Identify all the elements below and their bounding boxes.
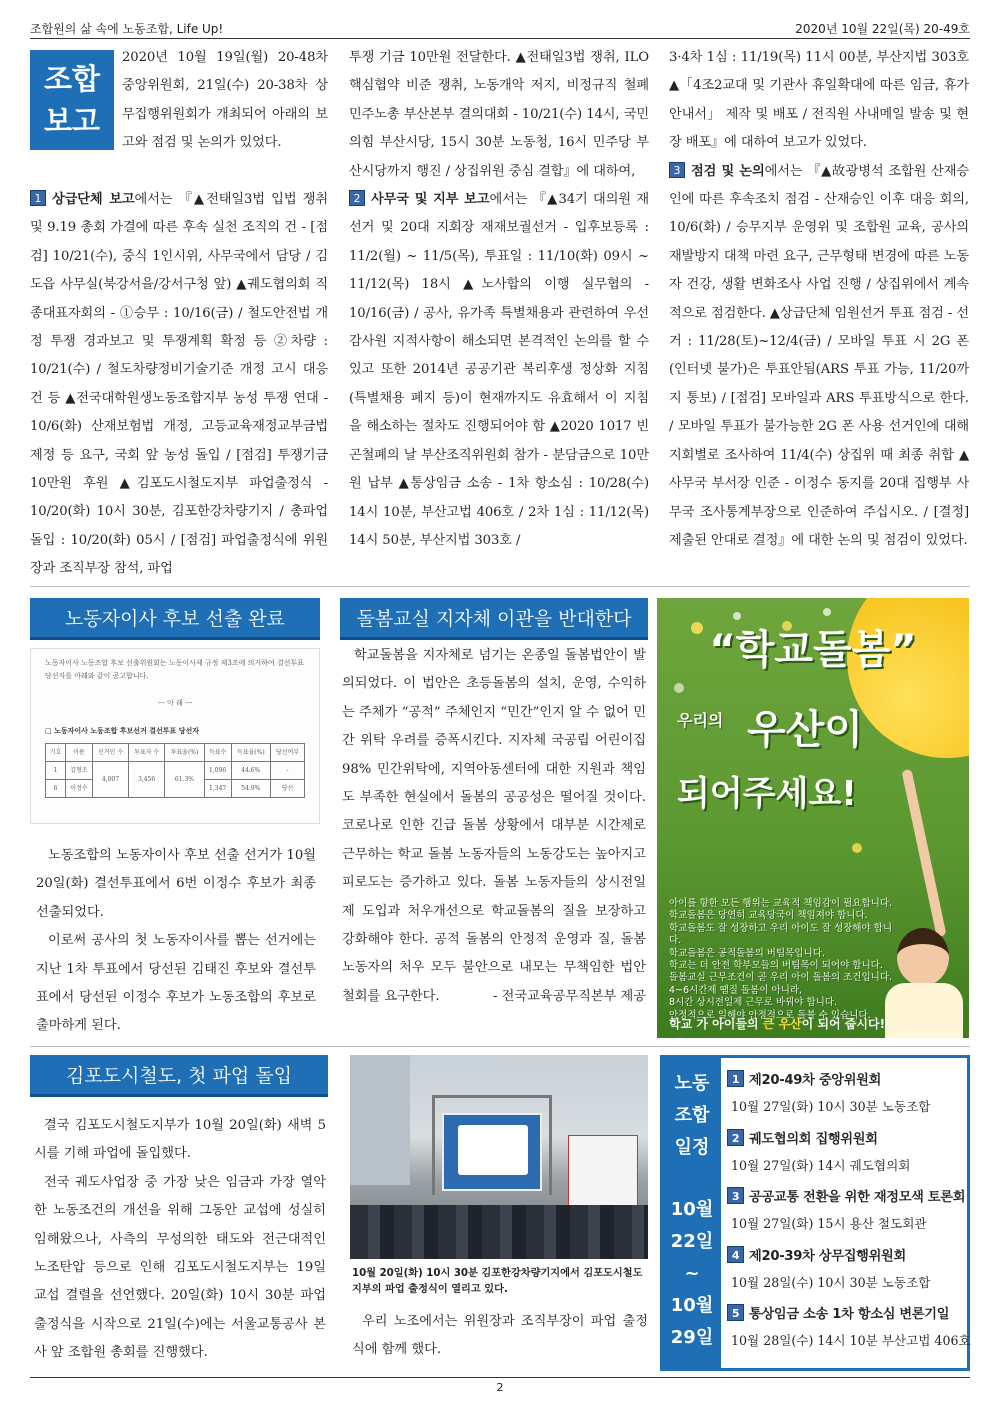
item-detail: 10월 28일(수) 10시 30분 노동조합 (731, 1274, 931, 1290)
section2-title: 사무국 및 지부 보고 (371, 192, 490, 208)
gimpo-p1: 결국 김포도시철도지부가 10월 20일(화) 새벽 5시를 기해 파업에 돌입했다. (34, 1118, 326, 1162)
care-poster (657, 598, 969, 1038)
director-p1: 노동조합의 노동자이사 후보 선출 선거가 10월 20일(화) 결선투표에서 6번 이정수 후보가 최종 선출되었다. (36, 848, 316, 920)
care-article (342, 642, 646, 1011)
side-title-line: 조합 (674, 1105, 710, 1126)
director-banner: 노동자이사 후보 선출 완료 (30, 598, 320, 640)
item-detail: 10월 27일(화) 14시 궤도협의회 (731, 1157, 911, 1173)
table-cell: 김형조 (65, 762, 92, 780)
item-title: 제20-49차 중앙위원회 (749, 1073, 882, 1088)
item-number: 5 (727, 1304, 744, 1321)
strike-photo (350, 1055, 648, 1259)
date-range-line: 10월 (670, 1295, 714, 1316)
poster-line-c: 되어주세요! (677, 774, 857, 814)
report-section2 (349, 186, 649, 555)
item-detail: 10월 27일(화) 10시 30분 노동조합 (731, 1099, 931, 1114)
table-header: 투표자 수 (129, 744, 165, 762)
director-p2: 이로써 공사의 첫 노동자이사를 뽑는 선거에는 지난 1차 투표에서 당선된 김태진 후보와 결선투표에서 당선된 이정수 후보가 노동조합의 후보로 출마하게 된다. (36, 933, 316, 1034)
poster-line: 4~6시간제 땜질 돌봄이 아니라, (669, 984, 803, 996)
item-number: 4 (727, 1246, 744, 1263)
section1-text: 에서는 『▲전태일3법 입법 쟁취 및 9.19 총회 가결에 따른 후속 실천 조직의 건 - [점검] 10/21(수), 중식 1인시위, 사무국에서 담당 / 김도읍 사무실(북강서을/강서구청 앞) ▲궤도협의회 직종대표자회의 - ①승무 : 10/16(금) / 철도안전법 개정 투쟁 경과보고 및 투쟁계획 확정 등 ②차량 : 10/21(수) / 철도차량정비기술기준 개정 고시 대응 건 등 ▲전국대학원생노동조합지부 농성 투쟁 연대 - 10/6(화) 산재보험법 개정, 고등교육재정교부금법 제정 등 요구, 국회 앞 농성 돌입 / [점검] 투쟁기금 10만원 후원 ▲김포도시철도지부 파업출정식 - 10/20(화) 10시 30분, 김포한강차량기지 / 총파업 돌입 : 10/20(화) 05시 / [점검] 파업출정식에 위원장과 조직부장 참석, 파업 (30, 192, 328, 577)
table-header: 득표율(%) (231, 744, 270, 762)
date-range-line: 29일 (670, 1327, 714, 1348)
table-cell: 61.3% (165, 762, 204, 798)
table-cell: 4,007 (92, 762, 128, 798)
care-text: 학교돌봄을 지자체로 넘기는 온종일 돌봄법안이 발의되었다. 이 법안은 초등돌봄의 설치, 운영, 수익하는 주체가 “공적” 주체인지 “민간”인지 알 수 없어 민간 위탁 우려를 증폭시킨다. 지자체 국공립 어린이집 98% 민간위탁에, 지역아동센터에 대한 지원과 책임도 부족한 현실에서 돌봄의 공공성은 떨어질 것이다. 코로나로 인한 긴급 돌봄 상황에서 대부분 시간제로 근무하는 학교 돌봄 노동자들의 노동강도는 높아지고 피로도는 증가하고 있다. 돌봄 노동자들의 상시전일제 도입과 처우개선으로 학교돌봄의 질을 보장하고 강화해야 한다. 공적 돌봄의 안정적 운영과 질, 돌봄 노동자의 처우 모두 불안으로 내모는 무책임한 법안 철회를 요구한다. (342, 648, 646, 1004)
item-number: 3 (727, 1187, 744, 1204)
table-cell: 당선 (271, 780, 305, 798)
table-header: 당선여부 (271, 744, 305, 762)
schedule-sidebar (663, 1058, 721, 1368)
poster-footer-em: 큰 우산 (762, 1017, 802, 1031)
table-cell: 44.6% (231, 762, 270, 780)
election-notice (30, 648, 320, 824)
divider-mid (30, 586, 970, 587)
list-item (727, 1068, 963, 1127)
section1-title: 상급단체 보고 (52, 192, 135, 207)
date-range-line: 22일 (670, 1231, 714, 1252)
care-source: - 전국교육공무직본부 제공 (493, 988, 646, 1004)
care-banner: 돌봄교실 지자체 이관을 반대한다 (340, 598, 648, 640)
poster-line: 학교돌봄은 공적돌봄의 버팀목입니다. (669, 947, 825, 959)
poster-footer-post: 이 되어 줍시다! (801, 1017, 886, 1031)
table-header: 선거인 수 (92, 744, 128, 762)
gimpo-p2: 전국 궤도사업장 중 가장 낮은 임금과 가장 열악한 노동조건의 개선을 위해 그동안 교섭에 성실히 임해왔으나, 사측의 무성의한 태도와 전근대적인 노조탄압 등으로 인해 김포도시철도지부는 19일 교섭 결렬을 선언했다. 20일(화) 10시 30분 파업출정식을 시작으로 21일(수)에는 서울교통공사 본사 앞 조합원 총회를 진행했다. (34, 1174, 326, 1361)
poster-line-a: 우리의 (677, 711, 724, 730)
photo-stage (442, 1113, 542, 1191)
report-section3 (669, 158, 969, 556)
list-item (727, 1302, 971, 1361)
report-col3-text: 3·4차 1심 : 11/19(목) 11시 00분, 부산지법 303호 ▲「4조2교대 및 기관사 휴일확대에 따른 임금, 휴가 안내서」 제작 및 배포 / 전직원 사내메일 발송 및 현장 배포』에 대하여 보고가 있었다. (669, 50, 969, 151)
list-item (727, 1244, 963, 1303)
schedule-list (727, 1068, 971, 1361)
table-header: 이름 (65, 744, 92, 762)
report-section1 (30, 186, 328, 584)
photo-crowd (350, 1205, 648, 1259)
side-title-line: 일정 (674, 1137, 710, 1158)
table-cell: 3,456 (129, 762, 165, 798)
notice-text: 노동자이사 노동조합 후보 선출위원회는 노동이사제 규정 제3조에 의거하여 결선투표 당선자를 아래와 같이 공고합니다. (45, 659, 304, 680)
gimpo-banner: 김포도시철도, 첫 파업 돌입 (30, 1055, 328, 1097)
report-col3 (669, 44, 969, 555)
girl-head (897, 928, 949, 986)
date-range-line: ~ (684, 1263, 700, 1284)
schedule-date-range (663, 1194, 721, 1354)
table-cell: - (271, 762, 305, 780)
masthead-slogan: 조합원의 삶 속에 노동조합, Life Up! (30, 22, 224, 36)
poster-line: 안정적으로 일해야 안정적으로 돌볼 수 있습니다. (669, 1009, 871, 1021)
poster-line: 아이를 향한 모든 행위는 교육적 책임감이 필요합니다. (669, 898, 893, 909)
schedule-side-title (663, 1068, 721, 1164)
item-detail: 10월 28일(수) 14시 10분 부산고법 406호 (731, 1333, 971, 1348)
side-title-line: 노동 (674, 1073, 710, 1094)
gimpo-article (34, 1112, 326, 1368)
report-badge-line2: 보고 (43, 104, 101, 138)
item-title: 궤도협의회 집행위원회 (749, 1131, 878, 1147)
table-header-row (46, 744, 305, 762)
director-article (36, 842, 316, 1041)
photo-sign (568, 1135, 638, 1215)
report-badge-line1: 조합 (43, 62, 101, 96)
section2-text: 에서는 『▲34기 대의원 재선거 및 20대 지회장 재재보궐선거 - 입후보등록 : 11/2(월) ~ 11/5(목), 투표일 : 11/10(화) 09시 ~ 11/12(목) 18시 ▲노사합의 이행 실무협의 - 10/16(금) / 공사, 유가족 특별채용과 관련하여 우선 감사원 지적사항이 해소되면 본격적인 논의를 할 수 있고 또한 2014년 공공기관 복리후생 정상화 지침(특별채용 폐지 등)이 현재까지도 유효해서 이 지침을 해소하는 절차도 진행되어야 함 ▲2020 1017 빈곤철폐의 날 부산조직위원회 참가 - 분담금으로 10만원 납부 ▲통상임금 소송 - 1차 항소심 : 10/28(수) 14시 10분, 부산고법 406호 / 2차 1심 : 11/12(목) 14시 50분, 부산지법 303호 / (349, 192, 649, 548)
item-title: 공공교통 전환을 위한 재정모색 토론회 (749, 1190, 966, 1205)
section3-number: 3 (669, 162, 685, 178)
result-table (45, 743, 305, 798)
section3-title: 점검 및 논의 (691, 163, 765, 179)
poster-line: 8시간 상시전일제 근무로 바꿔야 합니다. (669, 997, 837, 1009)
top-rule (30, 38, 970, 39)
notice-mid: --- 아 래 --- (157, 699, 193, 707)
table-cell: 6 (46, 780, 66, 798)
poster-line-b: 우산이 (747, 707, 863, 753)
item-title: 제20-39차 상무집행위원회 (749, 1248, 906, 1264)
item-title: 통상임금 소송 1차 항소심 변론기일 (749, 1307, 950, 1322)
poster-lines (669, 898, 899, 1022)
poster-footer-pre: 학교 가 아이들의 (669, 1017, 763, 1031)
page-number: 2 (496, 1381, 504, 1394)
poster-line: 학교는 더 안전 학부모들의 버팀목이 되어야 합니다. (669, 960, 883, 972)
table-cell: 1 (46, 762, 66, 780)
bottom-rule (30, 1377, 970, 1378)
gimpo-p3: 우리 노조에서는 위원장과 조직부장이 파업 출정식에 함께 했다. (352, 1314, 648, 1358)
table-cell: 이정수 (65, 780, 92, 798)
list-item (727, 1127, 963, 1186)
table-cell: 1,347 (204, 780, 231, 798)
photo-building (350, 1055, 410, 1185)
table-cell: 54.9% (231, 780, 270, 798)
section2-number: 2 (349, 190, 365, 206)
report-intro: 2020년 10월 19일(월) 20-48차 중앙위원회, 21일(수) 20-38차 상무집행위원회가 개최되어 아래의 보고와 점검 및 논의가 있었다. (122, 50, 328, 151)
item-detail: 10월 27일(화) 15시 용산 철도회관 (731, 1216, 927, 1231)
photo-caption: 10월 20일(화) 10시 30분 김포한강차량기지에서 김포도시철도지부의 파업 출정식이 열리고 있다. (352, 1268, 643, 1295)
table-row (46, 762, 305, 780)
poster-line: 학교돌봄도 잘 성장하고 우리 아이도 잘 성장해야 합니다. (669, 922, 893, 947)
date-range-line: 10월 (670, 1199, 714, 1220)
gimpo-p3-box (352, 1308, 648, 1365)
notice-table-title: □ 노동자이사 노동조합 후보선거 결선투표 당선자 (45, 726, 200, 735)
section3-text: 에서는 『▲故광병석 조합원 산재승인에 따른 후속조치 점검 - 산재승인 이후 대응 회의, 10/6(화) / 승무지부 운영위 및 조합원 교육, 공사의 재발방지 대책 마련 요구, 근무형태 변경에 따른 노동자 건강, 생활 변화조사 사업 진행 / 상집위에서 계속적으로 점검한다. ▲상급단체 임원선거 투표 점검 - 선거 : 11/28(토)~12/4(금) / 모바일 투표 시 2G 폰(인터넷 불가)은 투표안됨(ARS 투표 가능, 11/20까지 통보) / [점검] 모바일과 ARS 투표방식으로 한다. / 모바일 투표가 불가능한 2G 폰 사용 선거인에 대해 지회별로 조사하여 11/4(수) 상집위 때 최종 취합 ▲사무국 부서장 인준 - 이정수 동지를 20대 집행부 사무국 조사통계부장으로 인준하여 주십시오. / [결정] 제출된 안대로 결정』에 대한 논의 및 점검이 있었다. (669, 163, 969, 548)
section1-number: 1 (30, 190, 46, 206)
poster-line: 돌봄교실 근무조건이 곧 우리 아이 돌봄의 조건입니다. (669, 972, 893, 984)
issue-date: 2020년 10월 22일(목) 20-49호 (795, 22, 970, 36)
union-schedule (660, 1055, 970, 1371)
list-item (727, 1185, 966, 1244)
table-header: 득표수 (204, 744, 231, 762)
report-col2-text: 투쟁 기금 10만원 전달한다. ▲전태일3법 쟁취, ILO 핵심협약 비준 쟁취, 노동개악 저지, 비정규직 철폐 민주노총 부산본부 결의대회 - 10/21(수) 14시, 국민의힘 부산시당, 15시 30분 노동청, 16시 민주당 부산시당까지 행진 / 상집위원 중심 결합』에 대하여, (349, 50, 649, 179)
table-header: 투표율(%) (165, 744, 204, 762)
poster-line: 학교돌봄은 당연히 교육당국이 책임져야 합니다. (669, 910, 868, 922)
divider-low (30, 1046, 970, 1047)
table-cell: 1,096 (204, 762, 231, 780)
poster-title: “학교돌봄” (709, 627, 917, 673)
report-col2 (349, 44, 649, 555)
table-header: 기호 (46, 744, 66, 762)
item-number: 2 (727, 1129, 744, 1146)
poster-footer (669, 1015, 885, 1032)
report-col1 (30, 44, 328, 584)
item-number: 1 (727, 1070, 744, 1087)
